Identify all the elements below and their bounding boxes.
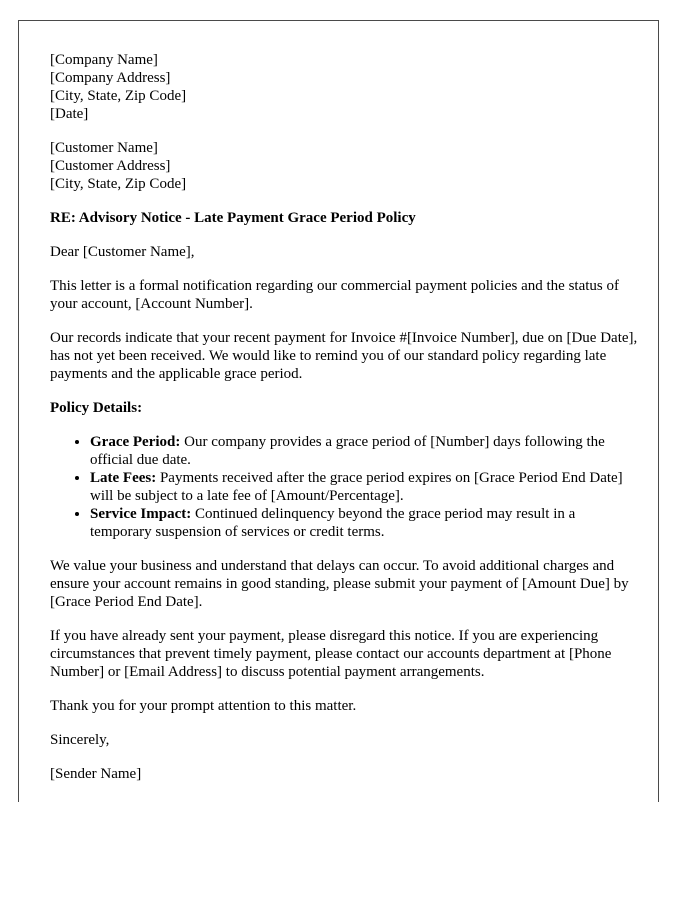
policy-item-late-fees — [90, 469, 638, 505]
company-city-state-zip: [City, State, Zip Code] — [50, 88, 187, 104]
value-paragraph: We value your business and understand that delays can occur. To avoid additional charges and ensure your account remains in good standing, please submit your payment of [Amount Due] by [Grace Period End Date]. — [50, 558, 629, 610]
subject-line: RE: Advisory Notice - Late Payment Grace Period Policy — [50, 210, 416, 226]
company-address: [Company Address] — [50, 70, 171, 86]
customer-city-state-zip: [City, State, Zip Code] — [50, 176, 187, 192]
policy-term: Service Impact: — [90, 506, 192, 522]
policy-text: Our company provides a grace period of [Number] days following the official due date. — [90, 434, 605, 468]
salutation: Dear [Customer Name], — [50, 244, 195, 260]
records-paragraph: Our records indicate that your recent payment for Invoice #[Invoice Number], due on [Due Date], has not yet been received. We would like to remind you of our standard policy regarding late payments and the applicable grace period. — [50, 330, 638, 382]
policy-text: Payments received after the grace period expires on [Grace Period End Date] will be subject to a late fee of [Amount/Percentage]. — [90, 470, 623, 504]
policy-item-grace-period — [90, 433, 638, 469]
recipient-address-block — [50, 139, 638, 193]
customer-name: [Customer Name] — [50, 140, 158, 156]
thanks-paragraph: Thank you for your prompt attention to this matter. — [50, 698, 357, 714]
intro-paragraph: This letter is a formal notification regarding our commercial payment policies and the status of your account, [Account Number]. — [50, 278, 619, 312]
already-sent-paragraph: If you have already sent your payment, please disregard this notice. If you are experiencing circumstances that prevent timely payment, please contact our accounts department at [Phone Number] or [Email Address] to discuss potential payment arrangements. — [50, 628, 612, 680]
signature: [Sender Name] — [50, 766, 142, 782]
sender-address-block — [50, 51, 638, 123]
policy-text: Continued delinquency beyond the grace period may result in a temporary suspension of services or credit terms. — [90, 506, 576, 540]
letter-page — [18, 20, 659, 802]
policy-item-service-impact — [90, 505, 638, 541]
letter-body — [50, 51, 638, 783]
closing: Sincerely, — [50, 732, 110, 748]
policy-heading: Policy Details: — [50, 400, 143, 416]
policy-term: Grace Period: — [90, 434, 181, 450]
policy-list — [50, 433, 638, 541]
letter-date: [Date] — [50, 106, 89, 122]
customer-address: [Customer Address] — [50, 158, 171, 174]
policy-term: Late Fees: — [90, 470, 157, 486]
company-name: [Company Name] — [50, 52, 158, 68]
